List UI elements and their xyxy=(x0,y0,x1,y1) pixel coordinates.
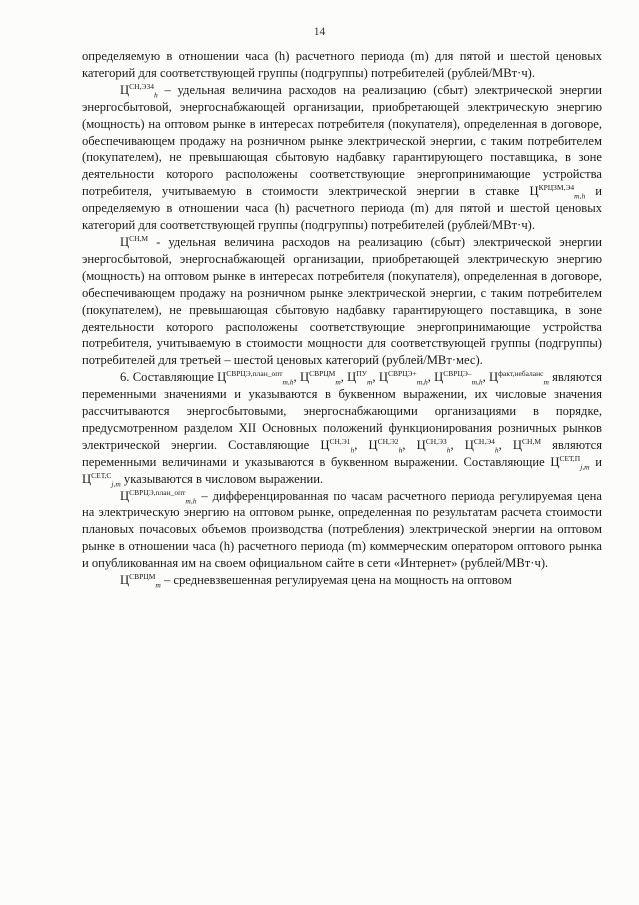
paragraph-csn-m: $Ц^{СН,М}$ - удельная величина расходов на реализацию (сбыт) электрической энергии энергосбытовой, энергоснабжающей организации, приобретающей электрическую энергию (мощность) на оптовом рынке в интересах потребителя (покупателя), определенная в договоре, обеспечивающем продажу на розничном рынке электрической энергии, с таким потребителем (покупателем), не превышающая сбытовую надбавку гарантирующего поставщика, в зоне деятельности которого расположены соответствующие энергопринимающие устройства потребителя, учитываемую в стоимости мощности для соответствующей группы (подгруппы) потребителей для третьей – шестой ценовых категорий (рублей/МВт·мес). xyxy=(82,233,602,368)
symbol-csn-m-item6: $Ц^{СН,М}$ xyxy=(512,436,541,452)
symbol-csn-e1: $Ц^{СН,Э1}_h$ xyxy=(320,436,355,455)
symbol-svrce-plus: $Ц^{СВРЦЭ+}_{m,h}$ xyxy=(378,369,428,387)
symbol-set-p: $Ц^{СЕТ,П}_{j,m}$ xyxy=(550,453,590,472)
symbol-krczm-e4: $Ц^{КРЦЗМ,Э4}_{m,h}$ xyxy=(529,183,586,201)
symbol-csn-e3: $Ц^{СН,ЭЗ}_h$ xyxy=(416,436,451,455)
paragraph-svrce-plan-def: $Ц^{СВРЦЭ,план\_опт}_{m,h}$ – дифференцированная по часам расчетного периода регулируемая цена на электрическую энергию на оптовом рынке, определенная по результатам расчета стоимости плановых почасовых объемов производства (потребления) электрической энергии на оптовом рынке в отношении часа (h) расчетного периода (m) коммерческим оператором оптового рынка и опубликованная им на своем официальном сайте в сети «Интернет» (рублей/МВт·ч). xyxy=(82,487,602,571)
paragraph-continuation: определяемую в отношении часа (h) расчетного периода (m) для пятой и шестой ценовых категорий для соответствующей группы (подгруппы) потребителей (рублей/МВт·ч). xyxy=(82,49,602,80)
body-text xyxy=(82,48,602,589)
symbol-set-s: $Ц^{СЕТ,С}_{j,m}$ xyxy=(82,470,121,489)
symbol-svrce-plan-def: $Ц^{СВРЦЭ,план\_опт}_{m,h}$ xyxy=(120,487,197,506)
page-number: 14 xyxy=(313,26,326,38)
symbol-svrce-minus: $Ц^{СВРЦЭ-}_{m,h}$ xyxy=(434,369,483,387)
paragraph-csn-e4: $Ц^{СН,ЭЗ4}_h$ – удельная величина расходов на реализацию (сбыт) электрической энергии энергосбытовой, энергоснабжающей организации, приобретающей электрическую энергию (мощность) на оптовом рынке в интересах потребителя (покупателя), определенная в договоре, обеспечивающем продажу на розничном рынке электрической энергии, с таким потребителем (покупателем), не превышающая сбытовую надбавку гарантирующего поставщика, в зоне деятельности которого расположены соответствующие энергопринимающие устройства потребителя, учитываемую в стоимости электрической энергии в ставке $Ц^{КРЦЗМ,Э4}_{m,h}$ и определяемую в отношении часа (h) расчетного периода (m) для пятой и шестой ценовых категорий для соответствующей группы (подгруппы) потребителей (рублей/МВт·ч). xyxy=(82,81,602,233)
symbol-csn-e2: $Ц^{СН,Э2}_h$ xyxy=(368,436,403,455)
symbol-svrce-plan: $Ц^{СВРЦЭ,план\_опт}_{m,h}$ xyxy=(217,369,294,387)
symbol-svrcm: $Ц^{СВРЦМ}_m$ xyxy=(299,369,341,387)
symbol-pu: $Ц^{ПУ}_m$ xyxy=(347,369,373,387)
paragraph-svrcm-def: $Ц^{СВРЦМ}_m$ – средневзвешенная регулируемая цена на мощность на оптовом xyxy=(120,571,512,590)
symbol-csn-e4-item6: $Ц^{СН,Э4}_h$ xyxy=(464,436,499,455)
symbol-fakt-nebalans: $Ц^{факт,небаланс}_m$ xyxy=(489,369,549,387)
symbol-csn-e4: $Ц^{СН,ЭЗ4}_h$ xyxy=(120,81,158,100)
paragraph-item-6: 6. Составляющие $Ц^{СВРЦЭ,план\_опт}_{m,h}$, $Ц^{СВРЦМ}_m$, $Ц^{ПУ}_m$, $Ц^{СВРЦЭ+}_{m,h}$, $Ц^{СВРЦЭ-}_{m,h}$, $Ц^{факт,небаланс}_m$ являются переменными значениями и указываются в буквенном выражении, их числовые значения рассчитываются энергосбытовыми, энергоснабжающими организациями в порядке, предусмотренном разделом XII Основных положений функционирования розничных рынков электрической энергии. Составляющие $Ц^{СН,Э1}_h$, $Ц^{СН,Э2}_h$, $Ц^{СН,ЭЗ}_h$, $Ц^{СН,Э4}_h$, $Ц^{СН,М}$ являются переменными величинами и указываются в буквенном выражении. Составляющие $Ц^{СЕТ,П}_{j,m}$ и $Ц^{СЕТ,С}_{j,m}$ указываются в числовом выражении. xyxy=(82,369,603,489)
symbol-csn-m: $Ц^{СН,М}$ xyxy=(120,233,149,249)
symbol-svrcm-def: $Ц^{СВРЦМ}_m$ xyxy=(120,571,161,590)
